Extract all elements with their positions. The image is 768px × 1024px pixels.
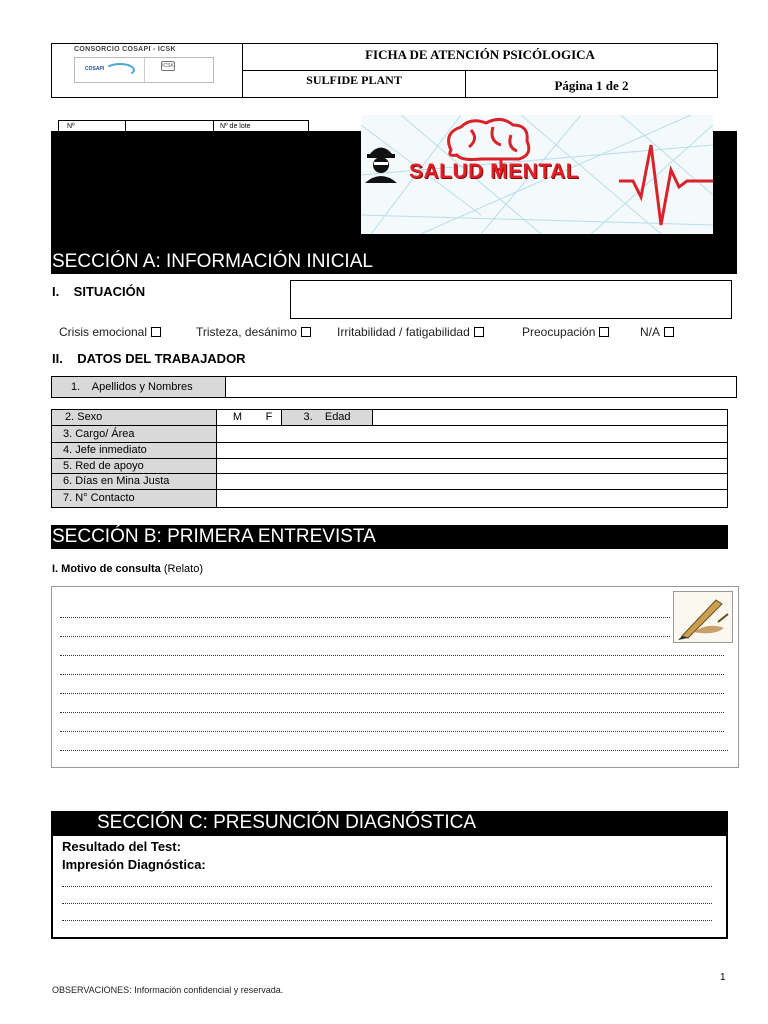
datos-trabajador-label: II. DATOS DEL TRABAJADOR (52, 351, 246, 366)
writing-line (60, 655, 724, 656)
dias-mina-label: 6. Días en Mina Justa (52, 474, 217, 489)
motivo-textarea[interactable] (51, 586, 739, 768)
section-a-title: SECCIÓN A: INFORMACIÓN INICIAL (52, 251, 373, 272)
table-row (52, 443, 727, 459)
page-indicator: Página 1 de 2 (554, 78, 629, 93)
section-b-title: SECCIÓN B: PRIMERA ENTREVISTA (52, 526, 376, 547)
worker-data-table (51, 409, 728, 508)
form-title: FICHA DE ATENCIÓN PSICÓLOGICA (243, 44, 717, 71)
pen-writing-icon (673, 591, 733, 643)
checkbox[interactable] (474, 327, 484, 337)
nombre-row (51, 376, 737, 398)
situacion-input-box[interactable] (290, 280, 732, 319)
table-row (52, 490, 727, 507)
page-number: 1 (720, 972, 726, 983)
writing-line (60, 674, 724, 675)
writing-line (60, 617, 670, 618)
plant-name: SULFIDE PLANT (243, 71, 466, 97)
table-row (52, 474, 727, 490)
contacto-label: 7. N° Contacto (52, 490, 217, 507)
cargo-label: 3. Cargo/ Área (52, 426, 217, 442)
option-preocupacion[interactable]: Preocupación (522, 325, 609, 339)
situacion-label: I. SITUACIÓN (52, 284, 146, 299)
writing-line (60, 712, 724, 713)
salud-mental-banner (361, 115, 713, 234)
checkbox[interactable] (301, 327, 311, 337)
red-apoyo-label: 5. Red de apoyo (52, 459, 217, 473)
checkbox[interactable] (664, 327, 674, 337)
banner-title: SALUD MENTAL (409, 160, 580, 183)
writing-line (60, 750, 728, 751)
header-table (51, 43, 718, 98)
logo-cell (52, 44, 243, 97)
nombre-label: 1. Apellidos y Nombres (52, 377, 226, 397)
writing-line (60, 731, 724, 732)
motivo-label: I. Motivo de consulta (Relato) (52, 563, 203, 575)
option-crisis[interactable]: Crisis emocional (59, 325, 161, 339)
writing-line (60, 636, 670, 637)
option-tristeza[interactable]: Tristeza, desánimo (196, 325, 311, 339)
observaciones-note: OBSERVACIONES: Información confidencial y reservada. (52, 985, 284, 995)
sexo-f[interactable]: F (265, 411, 273, 423)
resultado-test-label: Resultado del Test: (62, 839, 181, 854)
edad-label: 3. Edad (281, 410, 373, 425)
impresion-diagnostica-label: Impresión Diagnóstica: (62, 857, 206, 872)
checkbox[interactable] (151, 327, 161, 337)
section-c-title: SECCIÓN C: PRESUNCIÓN DIAGNÓSTICA (97, 812, 476, 833)
table-row (52, 426, 727, 443)
option-irritabilidad[interactable]: Irritabilidad / fatigabilidad (337, 325, 484, 339)
sexo-m[interactable]: M (232, 411, 243, 423)
table-row (52, 410, 727, 426)
jefe-label: 4. Jefe inmediato (52, 443, 217, 458)
redacted-mini-table: Nº Nº de lote (58, 120, 309, 134)
company-name: CONSORCIO COSAPI - ICSK (74, 46, 176, 53)
writing-line (62, 886, 712, 887)
writing-line (62, 903, 712, 904)
company-logo: COSAPI ICSK (74, 57, 214, 83)
checkbox[interactable] (599, 327, 609, 337)
table-row (52, 459, 727, 474)
writing-line (62, 920, 712, 921)
writing-line (60, 693, 724, 694)
sexo-label: 2. Sexo (52, 410, 217, 425)
worker-icon (365, 148, 397, 184)
option-na[interactable]: N/A (640, 325, 674, 339)
